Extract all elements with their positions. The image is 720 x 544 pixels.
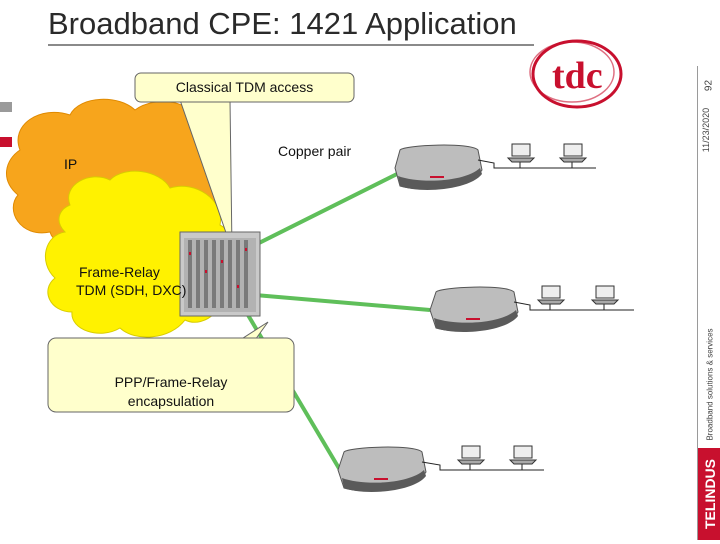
copper-link-2: [255, 295, 430, 310]
tdc-logo: [530, 41, 621, 107]
slide-date: 11/23/2020: [701, 107, 711, 153]
modem-3: [338, 447, 426, 492]
copper-link-1: [245, 170, 405, 250]
page-number: 92: [703, 79, 715, 92]
laptop-2a: [538, 286, 564, 304]
laptop-3a: [458, 446, 484, 464]
slide-title: Broadband CPE: 1421 Application: [48, 6, 517, 41]
logo-text: tdc: [552, 55, 603, 97]
laptop-1b: [560, 144, 586, 162]
ppp-label-line2: encapsulation: [127, 393, 215, 409]
brand-logo-text: TELINDUS: [702, 459, 718, 529]
footer-vertical-text: Broadband solutions & services: [705, 328, 715, 441]
ip-label: IP: [64, 156, 78, 172]
tdm-sdh-label: TDM (SDH, DXC): [76, 282, 187, 298]
laptop-1a: [508, 144, 534, 162]
ppp-label-line1: PPP/Frame-Relay: [114, 374, 228, 390]
modem-1: [395, 145, 482, 190]
copper-links: [245, 170, 430, 470]
copper-pair-label: Copper pair: [278, 143, 352, 159]
laptop-2b: [592, 286, 618, 304]
laptop-3b: [510, 446, 536, 464]
central-rack: [180, 232, 260, 316]
frame-relay-label: Frame-Relay: [79, 264, 160, 280]
classical-tdm-label: Classical TDM access: [175, 79, 314, 95]
modem-2: [430, 287, 518, 332]
